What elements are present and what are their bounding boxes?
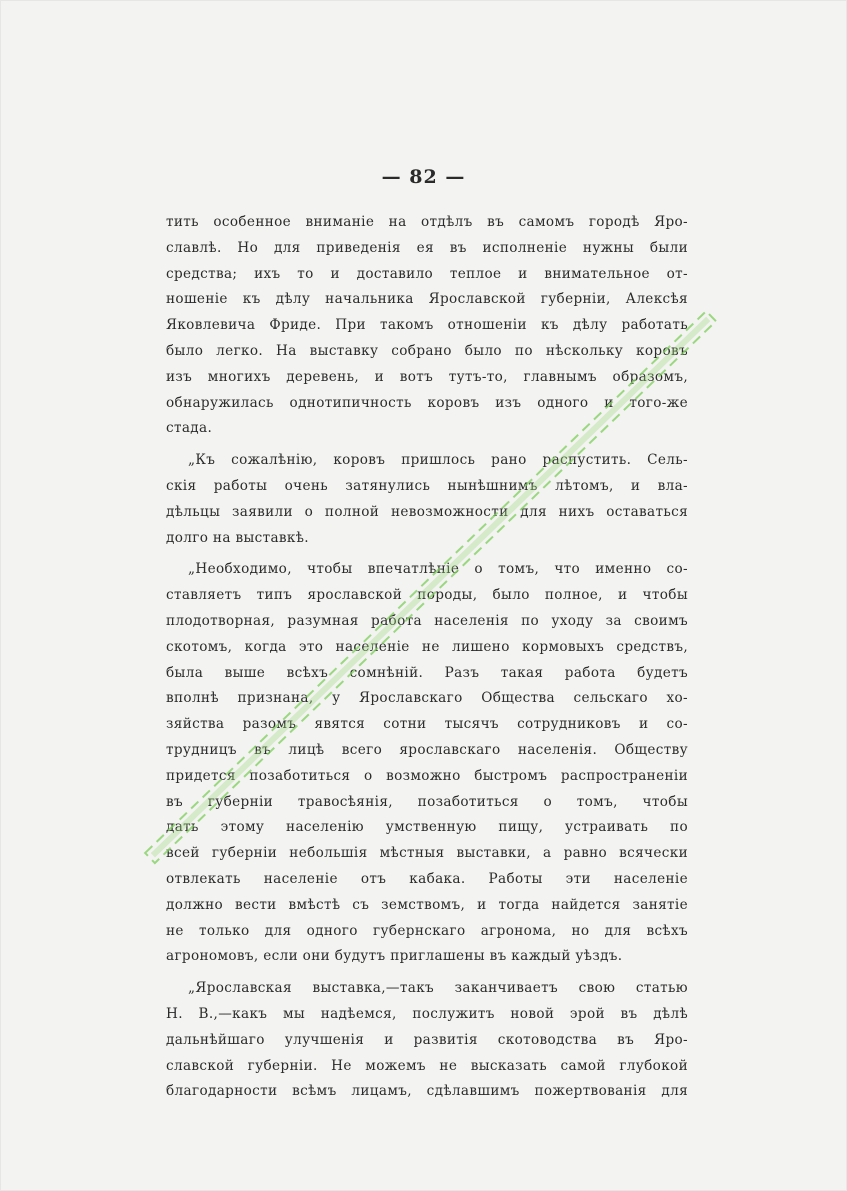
text-line: агрономовъ, если они будутъ приглашены въ каждый уѣздъ. — [166, 948, 623, 965]
text-line: было легко. На выставку собрано было по нѣскольку коровъ — [166, 342, 688, 359]
text-line: Н. В.,—какъ мы надѣемся, послужитъ новой эрой въ дѣлѣ — [166, 1005, 688, 1022]
paragraph-4 — [166, 976, 688, 1105]
text-line: въ губерніи травосѣянія, позаботиться о томъ, чтобы — [166, 793, 688, 810]
text-line: вполнѣ признана, у Ярославскаго Общества сельскаго хо- — [166, 690, 688, 707]
text-line: была выше всѣхъ сомнѣній. Разъ такая работа будетъ — [166, 664, 688, 681]
paragraph-2 — [166, 448, 688, 551]
text-line: должно вести вмѣстѣ съ земствомъ, и тогда найдется занятіе — [166, 896, 688, 913]
text-line: славлѣ. Но для приведенія ея въ исполненіе нужны были — [166, 239, 688, 256]
text-line: „Ярославская выставка,—такъ заканчиваетъ свою статью — [188, 980, 688, 997]
text-line: обнаружилась однотипичность коровъ изъ одного и того-же — [166, 394, 688, 411]
text-line: ношеніе къ дѣлу начальника Ярославской губерніи, Алексѣя — [166, 291, 688, 308]
text-line: славской губерніи. Не можемъ не высказать самой глубокой — [166, 1057, 688, 1074]
text-line: зяйства разомъ явятся сотни тысячъ сотрудниковъ и со- — [166, 716, 688, 733]
text-line: скотомъ, когда это населеніе не лишено кормовыхъ средствъ, — [166, 638, 688, 655]
text-line: долго на выставкѣ. — [166, 529, 309, 546]
text-line: всей губерніи небольшія мѣстныя выставки, а равно всячески — [166, 845, 688, 862]
body-text — [166, 210, 688, 1105]
text-line: дальнѣйшаго улучшенія и развитія скотоводства въ Яро- — [166, 1031, 688, 1048]
page-number: — 82 — — [381, 166, 466, 188]
text-line: изъ многихъ деревень, и вотъ тутъ-то, главнымъ образомъ, — [166, 368, 688, 385]
paragraph-3 — [166, 557, 688, 970]
text-line: не только для одного губернскаго агронома, но для всѣхъ — [166, 922, 688, 939]
text-line: трудницъ въ лицѣ всего ярославскаго населенія. Обществу — [166, 741, 688, 758]
text-line: дѣльцы заявили о полной невозможности для нихъ оставаться — [166, 503, 688, 520]
paragraph-1 — [166, 210, 688, 442]
text-line: средства; ихъ то и доставило теплое и внимательное от- — [166, 265, 688, 282]
text-line: дать этому населенію умственную пищу, устраивать по — [166, 819, 688, 836]
text-line: „Необходимо, чтобы впечатлѣніе о томъ, что именно со- — [188, 561, 688, 578]
text-line: скія работы очень затянулись нынѣшнимъ лѣтомъ, и вла- — [166, 477, 688, 494]
text-line: отвлекать населеніе отъ кабака. Работы эти населеніе — [166, 870, 688, 887]
text-line: придется позаботиться о возможно быстромъ распространеніи — [166, 767, 688, 784]
text-line: тить особенное вниманіе на отдѣлъ въ самомъ городѣ Яро- — [166, 214, 688, 230]
text-line: Яковлевича Фриде. При такомъ отношеніи къ дѣлу работать — [166, 317, 688, 334]
text-line: благодарности всѣмъ лицамъ, сдѣлавшимъ пожертвованія для — [166, 1083, 688, 1100]
text-line: ставляетъ типъ ярославской породы, было полное, и чтобы — [166, 587, 688, 604]
text-line: „Къ сожалѣнію, коровъ пришлось рано распустить. Сель- — [188, 452, 688, 469]
text-line: плодотворная, разумная работа населенія по уходу за своимъ — [166, 612, 688, 629]
text-line: стада. — [166, 420, 213, 437]
